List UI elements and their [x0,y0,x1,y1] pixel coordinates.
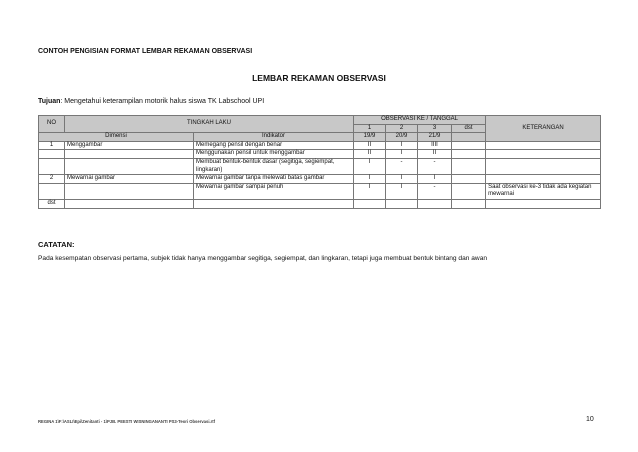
notes-title: CATATAN: [38,240,75,249]
header-obs-number: dst [452,124,486,133]
row-obs-1: I [354,183,386,199]
row-obs-3: - [418,158,452,174]
row-obs-dst [452,141,486,150]
row-obs-dst [452,175,486,184]
header-row-1 [39,116,601,125]
row-obs-1: II [354,141,386,150]
row-indicator: Mewarnai gambar sampai penuh [194,183,354,199]
row-note [486,158,601,174]
row-note [486,175,601,184]
objective-label: Tujuan [38,98,61,105]
header-obs-number: 1 [354,124,386,133]
row-obs-3: - [418,183,452,199]
row-obs-2: I [386,150,418,159]
table-row [39,175,601,184]
row-dimension [65,199,194,208]
row-indicator: Memegang pensil dengan benar [194,141,354,150]
header-behavior: TINGKAH LAKU [65,116,354,133]
objective-text: : Mengetahui keterampilan motorik halus siswa TK Labschool UPI [60,98,265,105]
row-obs-1: II [354,150,386,159]
page-number: 10 [586,416,594,423]
row-obs-dst [452,183,486,199]
notes-text: Pada kesempatan observasi pertama, subjek tidak hanya menggambar segitiga, segiempat, dan lingkaran, tetapi juga membuat bentuk bintang dan awan [38,255,488,262]
header-obs-number: 2 [386,124,418,133]
header-obs-date: 20/9 [386,133,418,142]
row-dimension: Menggambar [65,141,194,150]
header-obs-date [452,133,486,142]
row-number [39,150,65,159]
row-note: Saat observasi ke-3 tidak ada kegiatan mewarnai [486,183,601,199]
table-row [39,199,601,208]
footer-file-path: REGINA 1\F:\ASLI\Epi\Zenitanti - 1\PJB. PEESTI WISNINGANANTI PS3-Teori Observasi.rtf [38,419,216,424]
header-observation: OBSERVASI KE / TANGGAL [354,116,486,125]
row-number [39,183,65,199]
observation-table [38,115,601,209]
header-obs-date: 21/9 [418,133,452,142]
row-obs-1: I [354,158,386,174]
document-heading: CONTOH PENGISIAN FORMAT LEMBAR REKAMAN OBSERVASI [38,48,253,55]
objective-line [38,98,264,105]
table-row [39,141,601,150]
row-number: 2 [39,175,65,184]
row-obs-2 [386,199,418,208]
header-no: NO [39,116,65,133]
row-note [486,141,601,150]
row-number: dst [39,199,65,208]
row-obs-dst [452,150,486,159]
row-dimension [65,150,194,159]
header-obs-date: 19/9 [354,133,386,142]
row-dimension [65,158,194,174]
row-note [486,150,601,159]
header-notes: KETERANGAN [486,116,601,142]
table-row [39,150,601,159]
row-number: 1 [39,141,65,150]
row-note [486,199,601,208]
form-title: LEMBAR REKAMAN OBSERVASI [252,73,386,83]
header-obs-number: 3 [418,124,452,133]
row-indicator: Mewarnai gambar tanpa melewati batas gambar [194,175,354,184]
row-obs-dst [452,199,486,208]
row-obs-1: I [354,175,386,184]
row-number [39,158,65,174]
table-row [39,158,601,174]
row-obs-2: - [386,158,418,174]
row-indicator [194,199,354,208]
header-dimension: Dimensi [39,133,194,142]
row-obs-3: IIII [418,141,452,150]
row-obs-2: I [386,183,418,199]
row-dimension: Mewarnai gambar [65,175,194,184]
row-obs-3: I [418,175,452,184]
row-indicator: Menggunakan pensil untuk menggambar [194,150,354,159]
table-row [39,183,601,199]
row-obs-2: I [386,175,418,184]
row-obs-1 [354,199,386,208]
row-dimension [65,183,194,199]
row-obs-3: II [418,150,452,159]
header-indicator: Indikator [194,133,354,142]
row-obs-3 [418,199,452,208]
row-indicator: Membuat bentuk-bentuk dasar (segitiga, segiempat, lingkaran) [194,158,354,174]
row-obs-dst [452,158,486,174]
row-obs-2: I [386,141,418,150]
